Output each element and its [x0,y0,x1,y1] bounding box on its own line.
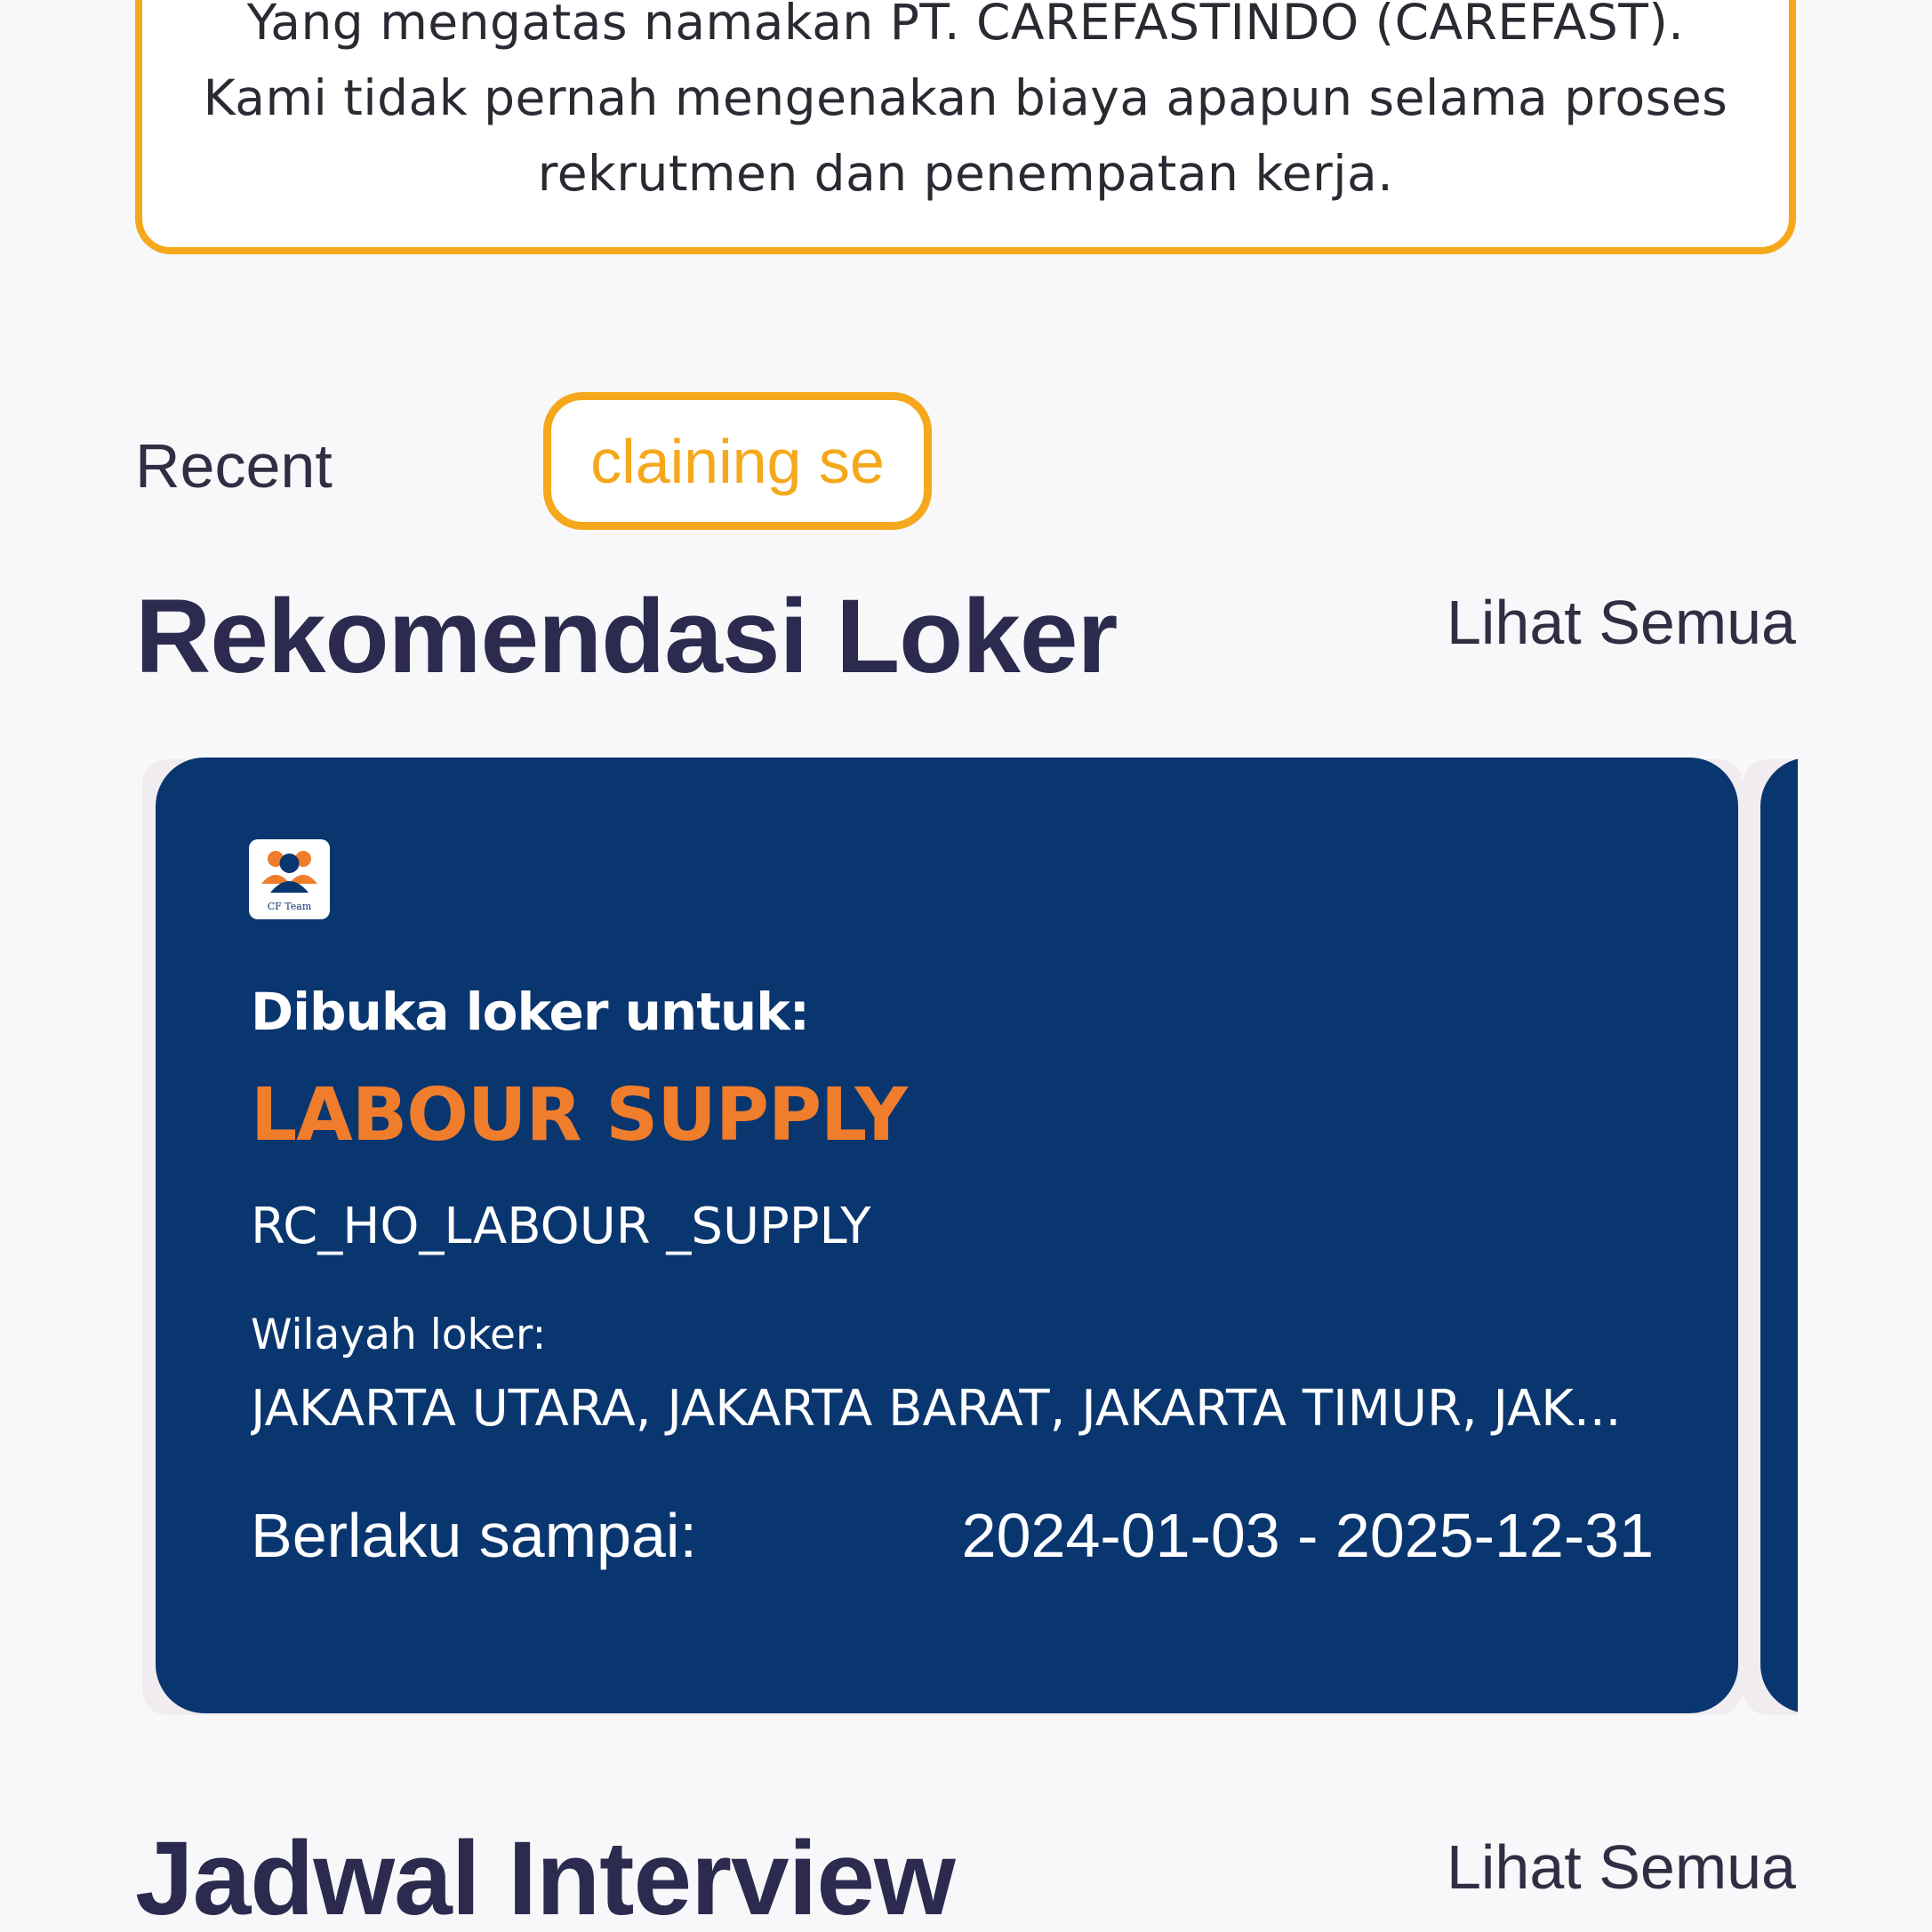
company-logo-text: CF Team [267,901,312,912]
job-carousel[interactable] [142,756,1798,1716]
job-open-label: Dibuka loker untuk: [251,982,809,1042]
job-valid-range: 2024-01-03 - 2025-12-31 [961,1501,1654,1570]
job-card-next[interactable] [1760,758,1798,1713]
job-code: RC_HO_LABOUR _SUPPLY [251,1198,871,1255]
company-logo [249,839,330,919]
job-title: LABOUR SUPPLY [251,1073,907,1158]
notice-box [135,0,1796,254]
interviews-see-all-link[interactable]: Lihat Semua [1446,1832,1796,1902]
recommendations-see-all-link[interactable]: Lihat Semua [1446,588,1796,657]
job-area: JAKARTA UTARA, JAKARTA BARAT, JAKARTA TIMUR, JAK... [251,1380,1622,1438]
job-valid-label: Berlaku sampai: [251,1501,697,1570]
job-area-label: Wilayah loker: [251,1311,547,1359]
interviews-title: Jadwal Interview [135,1820,955,1932]
notice-text: Yang mengatas namakan PT. CAREFASTINDO (CAREFAST). Kami tidak pernah mengenakan biaya apapun selama proses rekrutmen dan penempatan kerja. [203,0,1728,202]
recent-search-chip-label: claining se [590,426,885,496]
recent-search-chip[interactable] [543,392,932,530]
recent-label: Recent [135,431,333,501]
job-card[interactable] [156,758,1738,1713]
recommendations-title: Rekomendasi Loker [135,578,1118,695]
